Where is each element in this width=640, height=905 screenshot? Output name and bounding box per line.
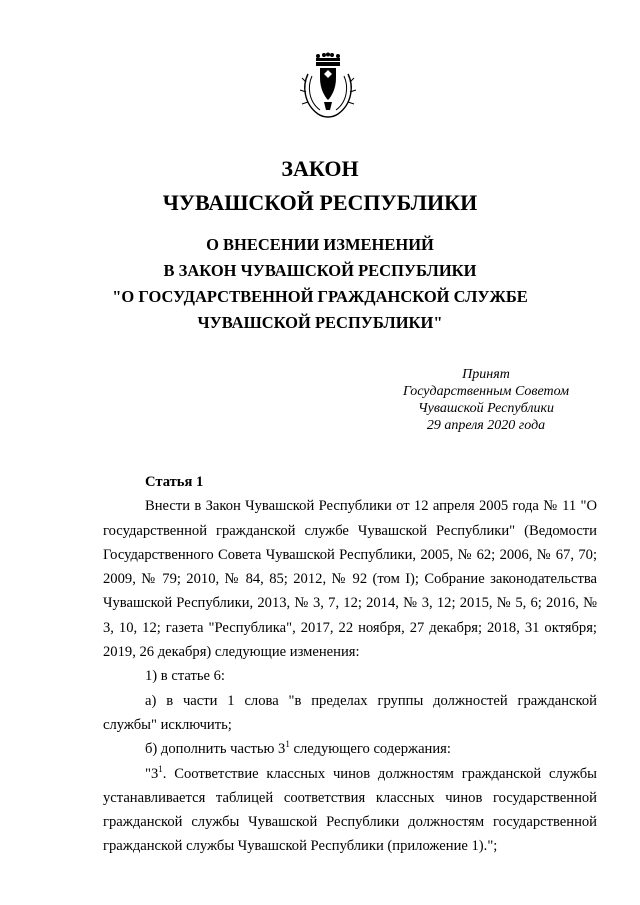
subject-line: О ВНЕСЕНИИ ИЗМЕНЕНИЙ xyxy=(206,235,434,254)
adoption-date: 29 апреля 2020 года xyxy=(426,418,546,433)
article-item: 1) в статье 6: xyxy=(145,668,225,685)
adoption-line: Чувашской Республики xyxy=(418,401,554,416)
subject-line: В ЗАКОН ЧУВАШСКОЙ РЕСПУБЛИКИ xyxy=(163,261,477,280)
article-subitem xyxy=(103,737,597,761)
law-subject xyxy=(0,232,640,336)
article-intro: Внести в Закон Чувашской Республики от 12 апреля 2005 года № 11 "О государственной гражданской службе Чувашской Республики" (Ведомости Государственного Совета Чувашской Республики, 2005, № 62; 2006, № 67, 70; 2009, № 79; 2010, № 84, 85; 2012, № 92 (том I); Собрание законодательства Чувашской Республики, 2013, № 3, 7, 12; 2014, № 3, 12; 2015, № 5, 6; 2016, № 3, 10, 12; газета "Республика", 2017, 22 ноября, 27 декабря; 2018, 31 октября; 2019, 26 декабря) следующие изменения: xyxy=(103,498,597,661)
adoption-line: Принят xyxy=(462,367,510,382)
quoted-provision xyxy=(103,762,597,859)
article-subitem: а) в части 1 слова "в пределах группы должностей гражданской службы" исключить; xyxy=(103,692,597,733)
superscript: 1 xyxy=(158,763,163,774)
text-fragment: следующего содержания: xyxy=(289,741,451,758)
adoption-line: Государственным Советом xyxy=(402,384,570,399)
text-fragment: б) дополнить частью 3 xyxy=(145,741,286,758)
superscript: 1 xyxy=(285,739,290,750)
article-heading: Статья 1 xyxy=(145,474,204,490)
text-fragment: . Соответствие классных чинов должностям гражданской службы устанавливается таблицей соответствия классных чинов государственной гражданской службы Чувашской Республики должностям государственной гражданской службы Чувашской Республики (приложение 1)."; xyxy=(103,765,597,855)
text-fragment: "3 xyxy=(145,765,159,782)
adoption-note xyxy=(356,366,576,434)
law-title xyxy=(0,152,640,220)
subject-line: ЧУВАШСКОЙ РЕСПУБЛИКИ" xyxy=(197,313,443,332)
law-word: ЗАКОН xyxy=(281,156,359,181)
coat-of-arms-emblem xyxy=(296,52,360,122)
republic-name: ЧУВАШСКОЙ РЕСПУБЛИКИ xyxy=(162,190,478,215)
article-body xyxy=(103,470,597,859)
subject-line: "О ГОСУДАРСТВЕННОЙ ГРАЖДАНСКОЙ СЛУЖБЕ xyxy=(112,287,528,306)
